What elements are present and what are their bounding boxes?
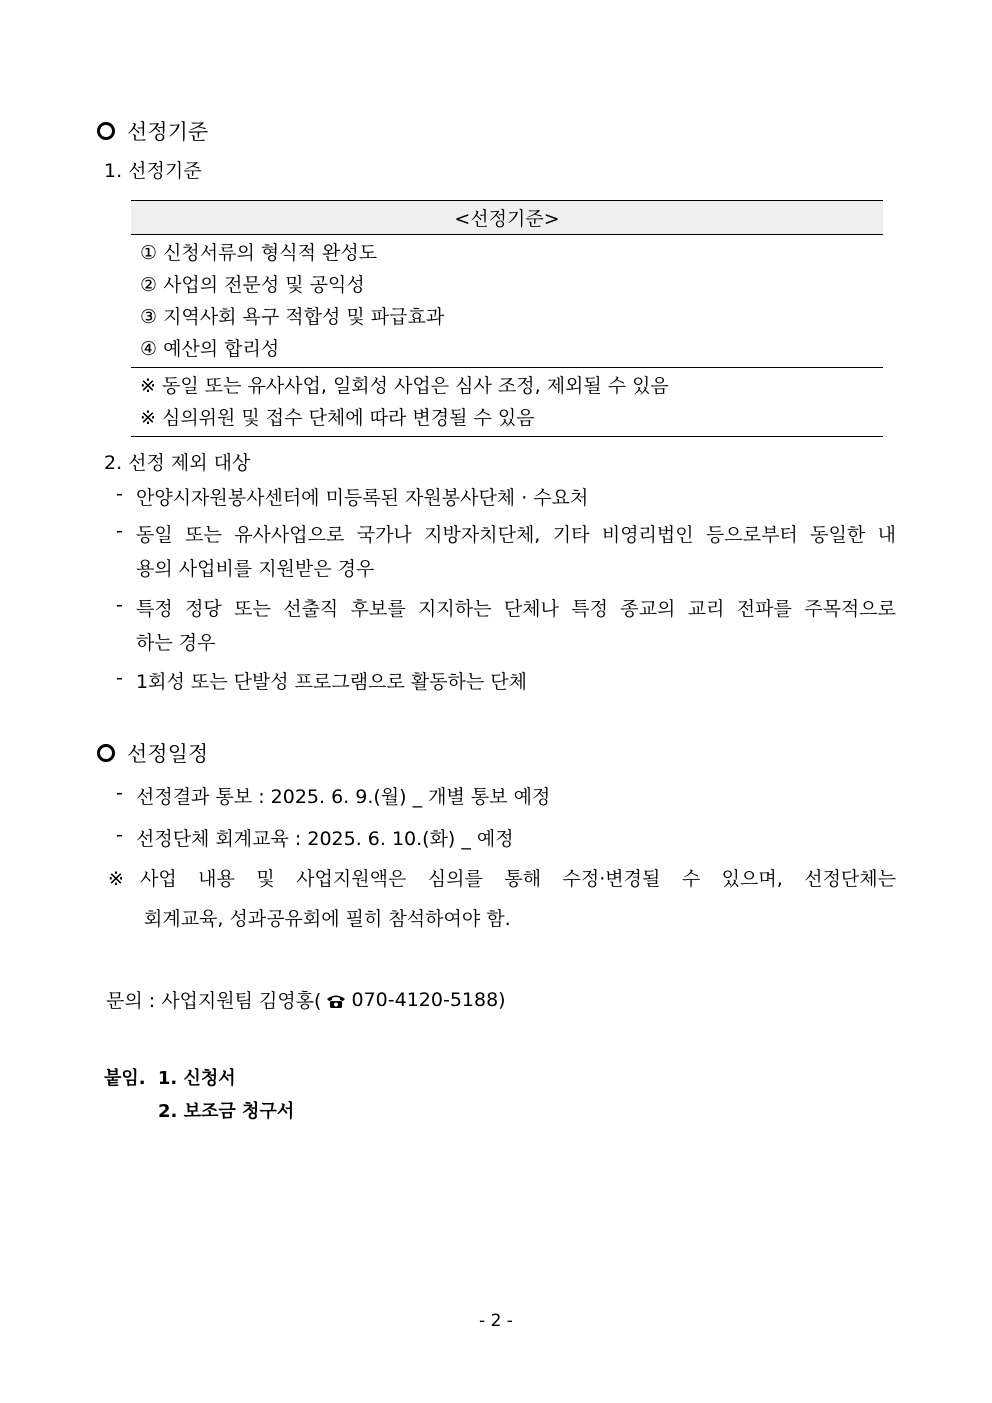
exclusion-item <box>116 483 589 509</box>
telephone-icon <box>325 992 347 1008</box>
schedule-item <box>116 824 514 850</box>
exclusion-text-continued: 용의 사업비를 지원받은 경우 <box>136 558 375 580</box>
contact-line <box>106 986 506 1013</box>
dash-marker: - <box>116 782 123 804</box>
dash-marker: - <box>116 667 123 689</box>
circle-bullet-icon <box>97 122 115 140</box>
attachment-item: 1. 신청서 <box>157 1068 236 1089</box>
criteria-item: ③ 지역사회 욕구 적합성 및 파급효과 <box>140 306 445 328</box>
note-text: 사업 내용 및 사업지원액은 심의를 통해 수정·변경될 수 있으며, 선정단체는 <box>140 868 896 890</box>
dash-marker: - <box>116 520 123 542</box>
dash-marker: - <box>116 483 123 505</box>
attachments <box>104 1064 236 1090</box>
page-number: - 2 - <box>479 1311 513 1331</box>
schedule-note <box>108 862 896 930</box>
subheading-criteria: 1. 선정기준 <box>104 160 202 182</box>
attachments-label: 붙임. <box>104 1068 146 1089</box>
schedule-item <box>116 782 551 808</box>
exclusion-text-continued: 하는 경우 <box>136 632 216 654</box>
criteria-item: ④ 예산의 합리성 <box>140 338 280 360</box>
criteria-table-header <box>131 201 883 235</box>
exclusion-item <box>116 667 528 693</box>
criteria-note: ※ 동일 또는 유사사업, 일회성 사업은 심사 조정, 제외될 수 있음 <box>140 375 669 397</box>
circle-bullet-icon <box>97 744 115 762</box>
note-text-continued: 회계교육, 성과공유회에 필히 참석하여야 함. <box>144 908 511 930</box>
section-heading-criteria <box>97 116 208 146</box>
section-heading-text: 선정일정 <box>127 742 209 766</box>
exclusion-item <box>116 520 896 580</box>
contact-phone: 070-4120-5188) <box>351 988 506 1011</box>
criteria-table-title: <선정기준> <box>454 208 560 230</box>
attachment-item: 2. 보조금 청구서 <box>158 1101 295 1122</box>
exclusion-text: 특정 정당 또는 선출직 후보를 지지하는 단체나 특정 종교의 교리 전파를 주목적으로 <box>136 598 896 620</box>
section-heading-schedule <box>97 738 208 768</box>
exclusion-text: 안양시자원봉사센터에 미등록된 자원봉사단체 · 수요처 <box>136 487 589 509</box>
exclusion-item <box>116 594 896 654</box>
criteria-item: ② 사업의 전문성 및 공익성 <box>140 274 365 296</box>
dash-marker: - <box>116 594 123 616</box>
exclusion-text: 동일 또는 유사사업으로 국가나 지방자치단체, 기타 비영리법인 등으로부터 동일한 내 <box>136 524 896 546</box>
schedule-text: 선정단체 회계교육 : 2025. 6. 10.(화) _ 예정 <box>136 828 514 850</box>
criteria-table <box>131 200 883 437</box>
note-mark: ※ <box>108 868 124 890</box>
dash-marker: - <box>116 824 123 846</box>
criteria-notes <box>131 368 883 436</box>
subheading-exclusions: 2. 선정 제외 대상 <box>104 452 251 474</box>
criteria-list <box>131 235 883 368</box>
schedule-text: 선정결과 통보 : 2025. 6. 9.(월) _ 개별 통보 예정 <box>136 786 551 808</box>
contact-label: 문의 : 사업지원팀 김영홍( <box>106 990 322 1012</box>
criteria-item: ① 신청서류의 형식적 완성도 <box>140 242 378 264</box>
criteria-note: ※ 심의위원 및 접수 단체에 따라 변경될 수 있음 <box>140 407 535 429</box>
section-heading-text: 선정기준 <box>127 120 209 144</box>
exclusion-text: 1회성 또는 단발성 프로그램으로 활동하는 단체 <box>136 671 528 693</box>
